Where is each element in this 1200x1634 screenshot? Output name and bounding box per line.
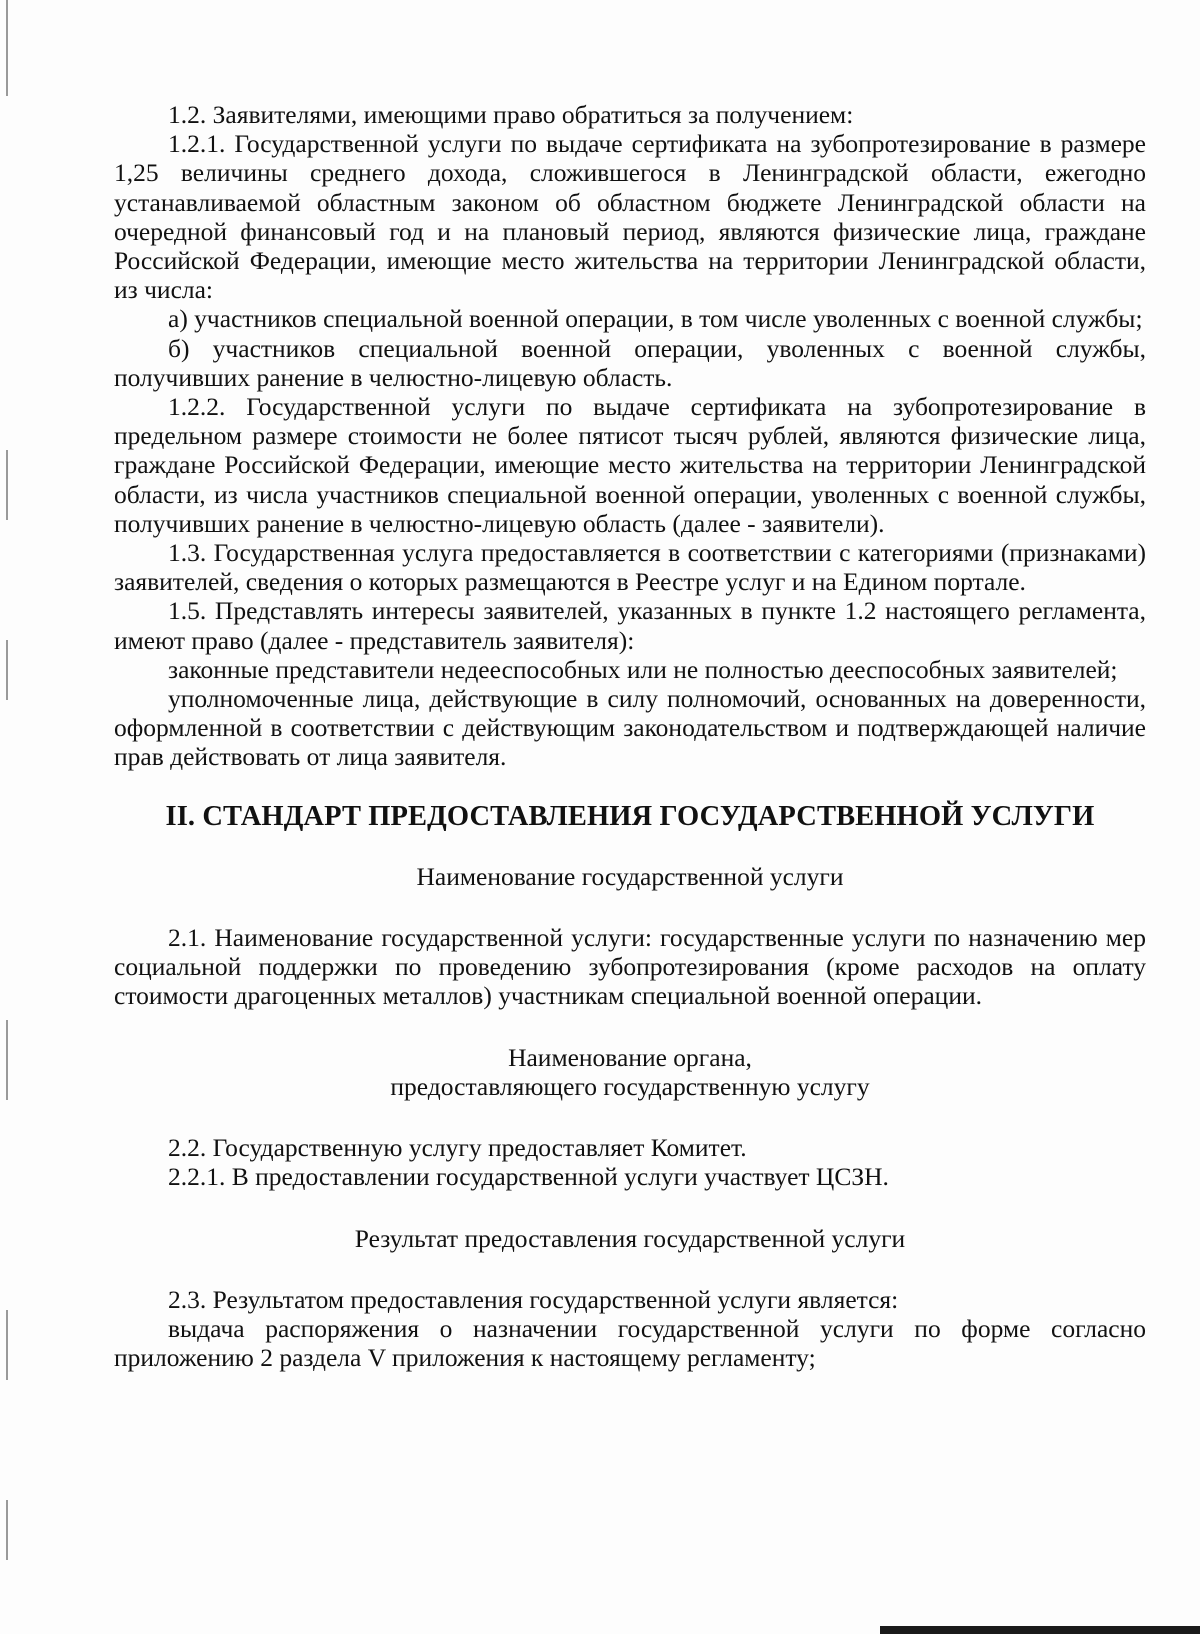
paragraph-2-3: 2.3. Результатом предоставления государственной услуги является:: [168, 1284, 899, 1314]
document-body: [114, 100, 1146, 1372]
paragraph-2-2-1: 2.2.1. В предоставлении государственной услуги участвует ЦСЗН.: [168, 1162, 889, 1192]
paragraph-2-3-item: выдача распоряжения о назначении государственной услуги по форме согласно приложению 2 раздела V приложения к настоящему регламенту;: [114, 1313, 1146, 1373]
paragraph-1-2-2: 1.2.2. Государственной услуги по выдаче сертификата на зубопротезирование в предельном размере стоимости не более пятисот тысяч рублей, являются физические лица, граждане Российской Федерации, имеющие место жительства на территории Ленинградской области, из числа участников специальной военной операции, уволенных с военной службы, получивших ранение в челюстно-лицевую область (далее - заявители).: [114, 392, 1146, 538]
scan-bottom-bar: [880, 1626, 1200, 1634]
paragraph-1-2-1: 1.2.1. Государственной услуги по выдаче сертификата на зубопротезирование в размере 1,25 величины среднего дохода, сложившегося в Ленинградской области, ежегодно устанавливаемой областным законом об областном бюджете Ленинградской области на очередной финансовый год и на плановый период, являются физические лица, граждане Российской Федерации, имеющие место жительства на территории Ленинградской области, из числа:: [114, 129, 1146, 305]
scan-edge-mark: [6, 1020, 8, 1100]
subheading-organ-line1: Наименование органа,: [508, 1042, 752, 1072]
scan-edge-mark: [6, 1500, 8, 1560]
paragraph-1-2-1-a: а) участников специальной военной операции, в том числе уволенных с военной службы;: [168, 304, 1143, 334]
paragraph-1-2: 1.2. Заявителями, имеющими право обратиться за получением:: [168, 100, 854, 129]
paragraph-2-2: 2.2. Государственную услугу предоставляет Комитет.: [168, 1133, 747, 1163]
scan-edge-mark: [6, 0, 8, 96]
scan-edge-mark: [6, 1310, 8, 1380]
paragraph-2-1: 2.1. Наименование государственной услуги: государственные услуги по назначению мер социальной поддержки по проведению зубопротезирования (кроме расходов на оплату стоимости драгоценных металлов) участникам специальной военной операции.: [114, 923, 1146, 1011]
scan-edge-mark: [6, 640, 8, 700]
section-title: II. СТАНДАРТ ПРЕДОСТАВЛЕНИЯ ГОСУДАРСТВЕННОЙ УСЛУГИ: [165, 800, 1095, 832]
paragraph-1-5: 1.5. Представлять интересы заявителей, указанных в пункте 1.2 настоящего регламента, имеют право (далее - представитель заявителя):: [114, 596, 1146, 655]
paragraph-1-3: 1.3. Государственная услуга предоставляется в соответствии с категориями (признаками) заявителей, сведения о которых размещаются в Реестре услуг и на Едином портале.: [114, 538, 1146, 597]
paragraph-1-5-legal-reps: законные представители недееспособных или не полностью дееспособных заявителей;: [168, 654, 1118, 684]
paragraph-1-5-authorized: уполномоченные лица, действующие в силу полномочий, основанных на доверенности, оформленной в соответствии с действующим законодательством и подтверждающей наличие прав действовать от лица заявителя.: [114, 684, 1146, 772]
subheading-result: Результат предоставления государственной услуги: [354, 1223, 906, 1253]
subheading-organ-line2: предоставляющего государственную услугу: [390, 1071, 870, 1101]
paragraph-1-2-1-b: б) участников специальной военной операции, уволенных с военной службы, получивших ранение в челюстно-лицевую область.: [114, 333, 1146, 392]
scan-edge-mark: [6, 450, 8, 520]
subheading-service-name: Наименование государственной услуги: [416, 861, 844, 891]
